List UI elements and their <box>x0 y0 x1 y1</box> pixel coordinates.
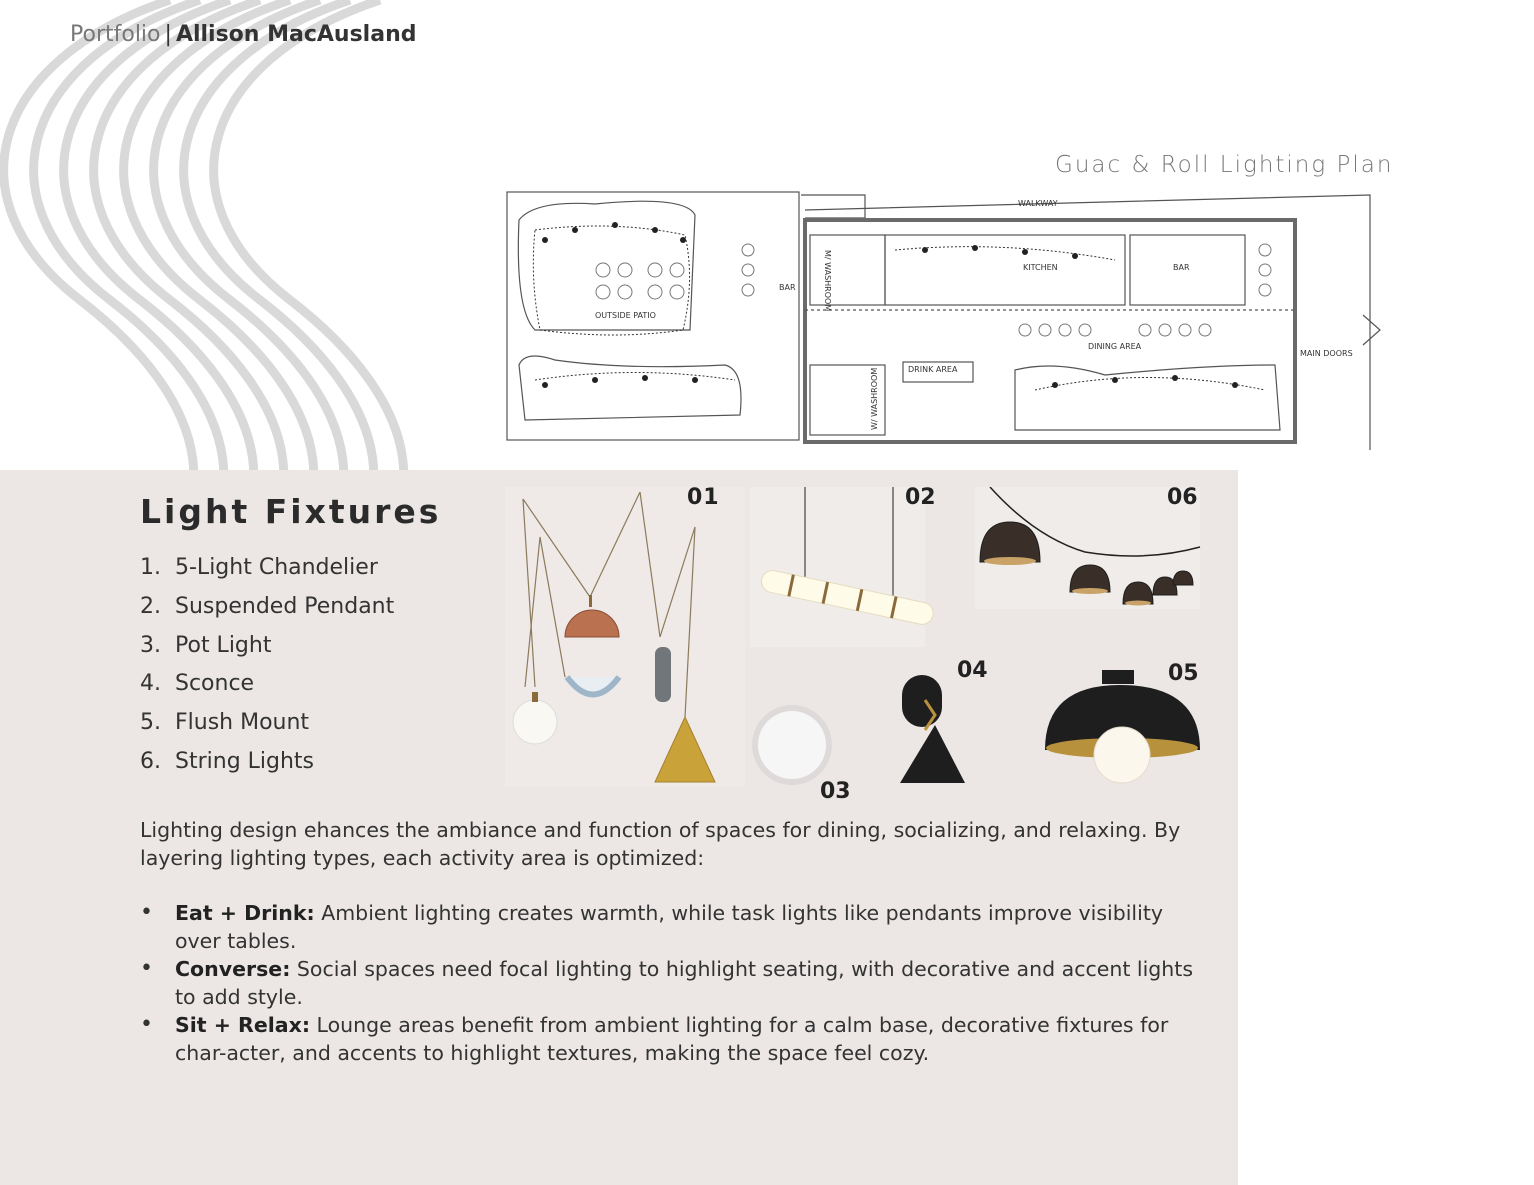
plan-label-walkway: WALKWAY <box>1018 199 1058 208</box>
section-title: Light Fixtures <box>140 492 442 531</box>
plan-title: Guac & Roll Lighting Plan <box>1055 152 1394 178</box>
fixture-label-03: 03 <box>820 779 851 804</box>
fixture-label-05: 05 <box>1168 661 1199 686</box>
sconce-image <box>895 655 995 790</box>
string-lights-image <box>975 487 1205 612</box>
plan-label-dining-area: DINING AREA <box>1088 342 1142 351</box>
list-item: 4. Sconce <box>140 671 255 697</box>
plan-label-washroom-w: W/ WASHROOM <box>870 367 879 430</box>
plan-label-drink-area: DRINK AREA <box>908 365 958 374</box>
list-item: 5. Flush Mount <box>140 710 310 736</box>
list-item: 1. 5-Light Chandelier <box>140 555 378 580</box>
designer-name: Allison MacAusland <box>175 22 417 47</box>
fixture-label-02: 02 <box>905 487 936 510</box>
fixture-label-04: 04 <box>957 658 988 683</box>
plan-label-outside-patio: OUTSIDE PATIO <box>595 311 656 320</box>
fixture-label-01: 01 <box>687 487 720 510</box>
plan-label-main-doors: MAIN DOORS <box>1300 349 1353 358</box>
list-item: • Eat + Drink: Ambient lighting creates warmth, while task lights like pendants improve visibility over tables. <box>140 899 1215 955</box>
pot-light-image <box>745 700 860 805</box>
list-item: 6. String Lights <box>140 748 315 774</box>
chandelier-image <box>505 487 745 787</box>
list-item: • Converse: Social spaces need focal lighting to highlight seating, with decorative and accent lights to add style. <box>140 955 1215 1011</box>
page-header: Portfolio | Allison MacAusland <box>70 22 417 47</box>
list-item: 3. Pot Light <box>140 632 272 658</box>
plan-label-kitchen: KITCHEN <box>1023 263 1058 272</box>
portfolio-label: Portfolio <box>70 22 161 47</box>
list-item: • Sit + Relax: Lounge areas benefit from ambient lighting for a calm base, decorative fixtures for char-acter, and accents to highlight textures, making the space feel cozy. <box>140 1011 1215 1067</box>
list-item: 2. Suspended Pendant <box>140 593 395 619</box>
fixture-list <box>140 553 394 786</box>
fixture-label-06: 06 <box>1167 487 1198 510</box>
intro-paragraph: Lighting design ehances the ambiance and function of spaces for dining, socializing, and relaxing. By layering lighting types, each activity area is optimized: <box>140 818 1181 870</box>
plan-label-washroom-m: M/ WASHROOM <box>823 250 832 312</box>
flush-mount-image <box>1040 655 1210 785</box>
activity-bullets <box>140 899 1215 1067</box>
suspended-pendant-image <box>750 487 950 647</box>
plan-label-bar-right: BAR <box>1173 263 1190 272</box>
lighting-floor-plan <box>505 190 1395 458</box>
plan-label-bar-left: BAR <box>779 283 796 292</box>
